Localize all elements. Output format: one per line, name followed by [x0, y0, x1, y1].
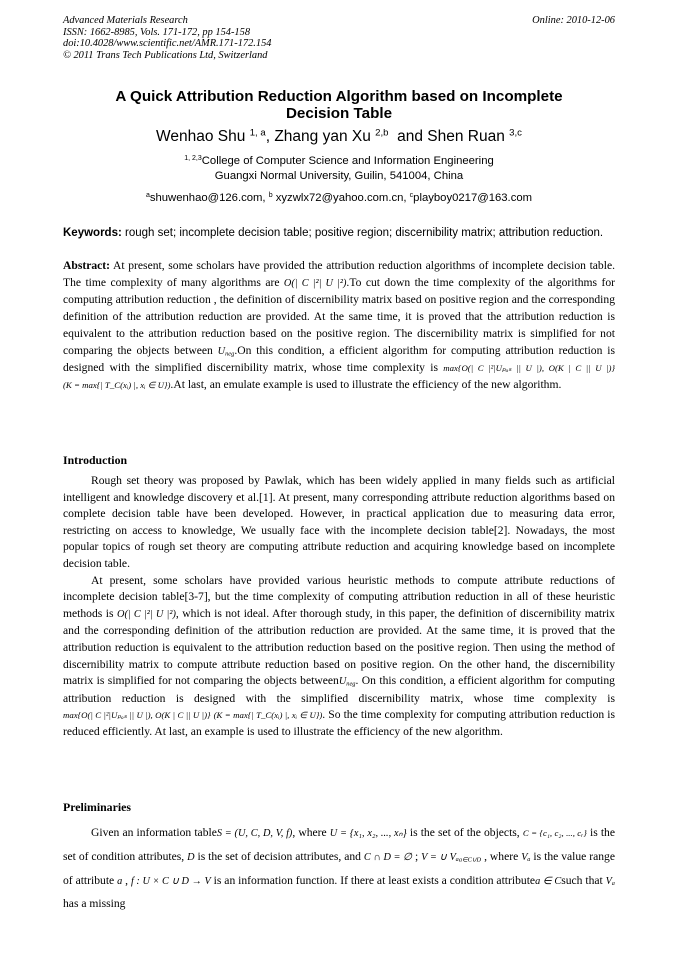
author-marker: 3,c: [509, 127, 522, 139]
va-symbol: Vₐ: [605, 875, 615, 887]
a-in-c-formula: a ∈ C: [535, 875, 562, 887]
prelim-text: ;: [412, 849, 422, 863]
prelim-text: , where: [481, 849, 522, 863]
c-definition-formula: C = {c₁, c₂, ..., cᵣ}: [522, 828, 587, 838]
online-date: Online: 2010-12-06: [532, 15, 615, 26]
email-marker: a: [145, 192, 150, 200]
k-definition-formula: (K = max{| T_C(xᵢ) |, xᵢ ∈ U}): [63, 379, 171, 390]
prelim-text: has a missing: [63, 897, 126, 911]
copyright-line: © 2011 Trans Tech Publications Ltd, Switzerland: [63, 49, 268, 61]
affiliation-line-2: Guangxi Normal University, Guilin, 541004, China: [214, 169, 464, 182]
title-line-2: Decision Table: [285, 105, 393, 122]
email-list: [63, 191, 615, 205]
preliminaries-body: [63, 822, 615, 916]
abstract: [63, 258, 615, 394]
a-symbol: a: [117, 875, 123, 887]
paper-title: [63, 88, 615, 122]
introduction-heading: Introduction: [63, 453, 128, 467]
issn-line: ISSN: 1662-8985, Vols. 171-172, pp 154-158: [63, 26, 251, 38]
intro-text: At present, some scholars have provided various heuristic methods to compute attribute reductions of incomplete decision table[3-7], but the time complexity of computing attribution reduction in all of these heuristic methods is: [63, 573, 615, 620]
complexity-formula: O(| C |²| U |²): [283, 277, 347, 289]
author-name: Shen Ruan: [427, 128, 505, 145]
neg-subscript: neg: [346, 680, 356, 688]
prelim-text: ,: [122, 873, 131, 887]
affiliation-marker: 1, 2,3: [184, 155, 202, 163]
author-list: [63, 128, 615, 146]
abstract-text: .On this condition, a efficient algorithm for computing attribution reduction is designed with the simplified discernibility matrix, whose time complexity is: [63, 343, 615, 375]
abstract-text: At present, some scholars have provided the attribution reduction algorithms of incomplete decision table. The time complexity of many algorithms are: [63, 259, 615, 289]
email-address: shuwenhao@126.com,: [149, 192, 269, 204]
max-complexity-formula: max{O(| C |²|Uₚₒₛ || U |), O(K | C || U |)}: [443, 363, 615, 374]
author-separator: and: [388, 128, 428, 145]
intro-text: . On this condition, a efficient algorithm for computing attribution reduction is designed with the simplified discernibility matrix, whose time complexity is: [63, 674, 615, 705]
doi-line: doi:10.4028/www.scientific.net/AMR.171-172.154: [63, 38, 272, 49]
prelim-text: is the value range of attribute: [63, 849, 615, 887]
complexity-formula: O(| C |²| U |²): [117, 608, 176, 620]
email-marker: b: [268, 192, 273, 200]
d-symbol: D: [187, 851, 195, 863]
prelim-text: is the set of condition attributes,: [63, 826, 615, 863]
journal-header: [63, 15, 271, 61]
max-complexity-formula: max{O(| C |²|Uₚₒₛ || U |), O(K | C || U |)}: [63, 710, 211, 721]
v-definition-formula: [421, 852, 481, 863]
u-neg-formula: [218, 346, 235, 357]
abstract-text: .At last, an emulate example is used to illustrate the efficiency of the new algorithm.: [170, 377, 562, 391]
union-subscript: a∈C∪D: [458, 856, 482, 864]
intro-text: , which is not ideal. After thorough study, in this paper, the definition of discernibility matrix and the corresponding definition of the attribution reduction are provided. At the same time, it is proved that the attribution reduction is equivalent to the attribution reduction based on the positive region. Then using the method of discernibility matrix to compute attribute reduction based on positive region. On the other hand, the discernibility matrix is simplified for not comparing the objects between: [63, 606, 615, 688]
va-symbol: Vₐ: [521, 851, 531, 863]
author-name: Wenhao Shu: [156, 128, 246, 145]
author-name: Zhang yan Xu: [274, 128, 371, 145]
author-separator: ,: [265, 128, 275, 145]
affiliation: [63, 154, 615, 183]
email-marker: c: [409, 192, 414, 200]
u-definition-formula: U = {x₁, x₂, ..., xₙ}: [329, 828, 407, 839]
s-definition-formula: S = (U, C, D, V, f): [216, 828, 293, 839]
u-symbol: U: [338, 676, 347, 688]
neg-subscript: neg: [225, 349, 235, 357]
u-neg-formula: [339, 676, 356, 687]
prelim-text: is the set of decision attributes, and: [194, 849, 364, 863]
intro-paragraph-1: Rough set theory was proposed by Pawlak, which has been widely applied in many fields such as artificial intelligent and knowledge discovery et al.[1]. At present, many corresponding attribute reduction algorithms based on complete decision table have been developed. However, in practical application due to measuring data error, restricting on access to knowledge, We usually face with the incomplete decision table[2]. Nowadays, the most popular topics of rough set theory are computing attribute reduction and acquiring knowledge based on incomplete decision table.: [63, 474, 615, 570]
c-d-empty-formula: C ∩ D = ∅: [363, 851, 413, 863]
author-marker: 1, a: [249, 127, 266, 139]
v-union: V = ∪ Vₐ: [421, 851, 459, 863]
prelim-text: such that: [561, 873, 606, 887]
title-line-1: A Quick Attribution Reduction Algorithm based on Incomplete: [115, 88, 563, 105]
k-definition-formula: (K = max{| T_C(xᵢ) |, xᵢ ∈ U}): [213, 710, 323, 721]
prelim-paragraph: [63, 822, 615, 916]
email-address: xyzwlx72@yahoo.com.cn,: [272, 192, 410, 204]
keywords-label: Keywords:: [63, 227, 122, 239]
abstract-label: Abstract:: [63, 259, 111, 272]
keywords-text: rough set; incomplete decision table; positive region; discernibility matrix; attribution reduction.: [121, 227, 604, 239]
keywords: [63, 226, 615, 240]
affiliation-line-1: College of Computer Science and Information Engineering: [201, 155, 494, 167]
f-definition-formula: f : U × C ∪ D → V: [130, 875, 211, 887]
introduction-body: [63, 473, 615, 741]
journal-name: Advanced Materials Research: [63, 15, 188, 26]
author-marker: 2,b: [375, 127, 389, 139]
intro-text: . So the time complexity for computing attribution reduction is reduced efficiently. At last, an example is used to illustrate the efficiency of the new algorithm.: [63, 708, 615, 738]
email-address: playboy0217@163.com: [413, 192, 533, 204]
u-symbol: U: [217, 345, 226, 357]
preliminaries-heading: Preliminaries: [63, 800, 131, 814]
prelim-text: , where: [292, 826, 330, 839]
abstract-text: .To cut down the time complexity of the algorithms for computing attribution reduction , the definition of discernibility matrix based on positive region and the corresponding definition of the attribution reduction are provided. At the same time, it is proved that the attribution reduction is equivalent to the attribution reduction based on the positive region. The discernibility matrix is simplified for not comparing the objects between: [63, 275, 615, 357]
prelim-text: Given an information table: [91, 826, 217, 839]
prelim-text: is an information function. If there at least exists a condition attribute: [210, 873, 536, 887]
prelim-text: is the set of the objects,: [406, 826, 523, 839]
intro-paragraph-2: [63, 573, 615, 741]
